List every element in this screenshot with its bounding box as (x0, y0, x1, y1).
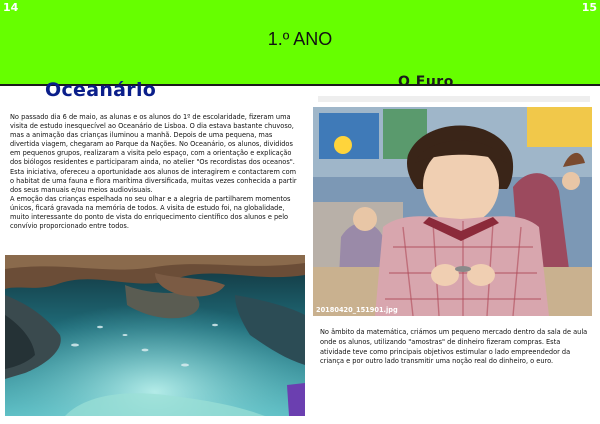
section-title-euro: O Euro (398, 74, 454, 90)
oceanario-article (10, 113, 302, 231)
page-number-right: 15 (581, 1, 597, 14)
article-paragraph: A emoção das crianças espelhada no seu olhar e a alegria de partilharem momentos únicos, ficará gravada na memória de todos. A visita de estudo foi, na globalidade, muito interessante do ponto de vista do enriquecimento científico dos alunos e pelo convívio proporcionado entre todos. (10, 194, 291, 231)
banner-title: 1.º ANO (267, 29, 333, 49)
aquarium-illustration (5, 255, 305, 416)
header-banner (0, 0, 600, 86)
title-divider (318, 96, 590, 102)
section-title-oceanario: Oceanário (45, 79, 157, 101)
child-counting-coins-illustration (313, 107, 592, 316)
photo-filename-caption: 20180420_151901.jpg (316, 306, 398, 314)
article-paragraph: Esta iniciativa, ofereceu a oportunidade aos alunos de interagirem e contactarem com o habitat de uma fauna e flora marítima diversificada, muitas vezes conhecida a partir dos seus manuais e/ou meios audiovisuais. (10, 167, 297, 194)
aquarium-photo (5, 255, 305, 416)
article-paragraph: No passado dia 6 de maio, as alunas e os alunos do 1º de escolaridade, fizeram uma visita de estudo inesquecível ao Oceanário de Lisboa. O dia estava bastante chuvoso, mas a animação das crianças iluminou a manhã. Depois de uma pequena, mas divertida viagem, chegaram ao Parque da Nações. No Oceanário, os alunos, divididos em pequenos grupos, realizaram a visita pelo espaço, com a orientação e explicação dos biólogos residentes e participaram ainda, no atelier "Os recordistas dos oceanos". (10, 113, 295, 167)
page-number-left: 14 (3, 1, 19, 14)
classroom-photo (313, 107, 592, 316)
euro-article: No âmbito da matemática, criámos um pequeno mercado dentro da sala de aula onde os alunos, utilizando "amostras" de dinheiro fizeram compras. Esta atividade teve como principais objetivos estimular o lado empreendedor da criança e por outro lado transmitir uma noção real do dinheiro, o euro. (320, 328, 588, 366)
